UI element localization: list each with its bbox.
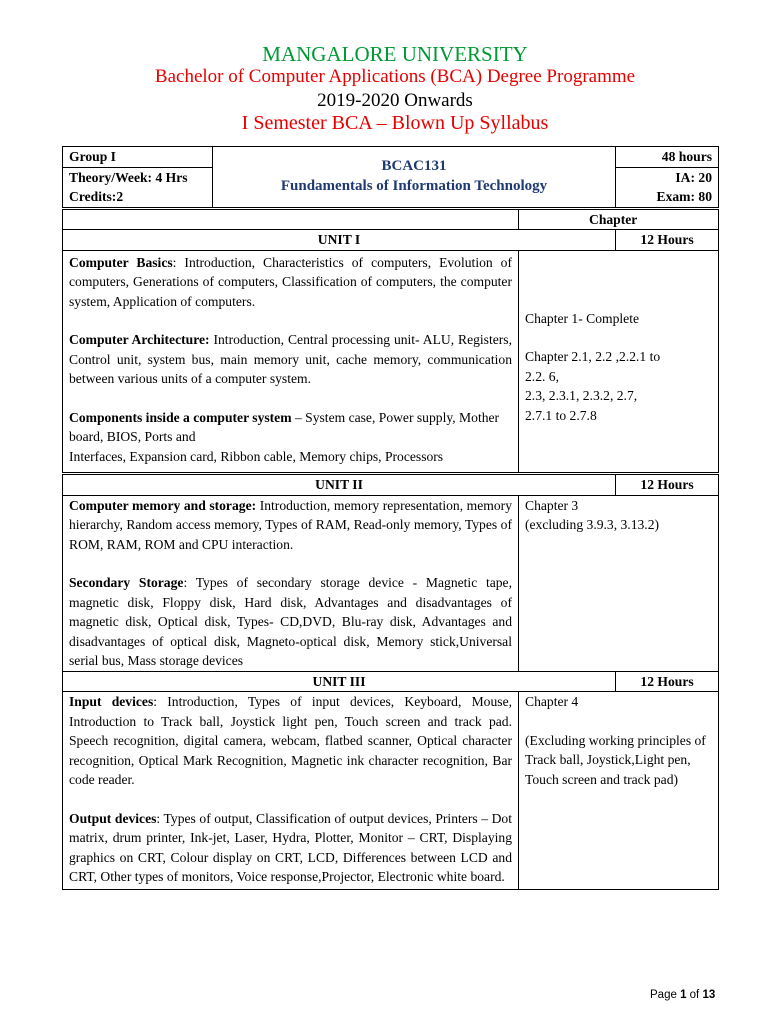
unit-topics xyxy=(63,495,519,671)
unit-content-row xyxy=(63,495,719,671)
years-title: 2019-2020 Onwards xyxy=(317,90,473,111)
unit-header-row xyxy=(63,671,719,692)
group-cell: Group I xyxy=(63,147,213,168)
page-total: 13 xyxy=(702,989,716,1001)
topic-text: Types of output, Classification of output devices, Printers – Dot matrix, drum printer, Ink-jet, Laser, Hydra, Plotter, Monitor – CRT, Displaying graphics on CRT, Colour display on CRT, LCD, Differences between LCD and CRT, Other types of monitors, Voice response,Projector, Electronic white board. xyxy=(69,810,512,884)
topic-sep: – xyxy=(291,409,306,425)
page-number: 1 xyxy=(680,989,687,1001)
topic-text: Interfaces, Expansion card, Ribbon cable, Memory chips, Processors xyxy=(69,448,444,464)
topic-paragraph xyxy=(69,496,512,555)
unit-title: UNIT I xyxy=(63,230,616,251)
chapter-line: Chapter 4 xyxy=(525,694,579,709)
unit-title: UNIT II xyxy=(63,474,616,496)
university-title: MANGALORE UNIVERSITY xyxy=(262,42,528,66)
course-info-row xyxy=(63,147,719,168)
topic-paragraph xyxy=(69,692,512,790)
topic-title: Computer Basics xyxy=(69,254,173,270)
programme-title: Bachelor of Computer Applications (BCA) Degree Programme xyxy=(154,66,636,87)
chapter-header-row xyxy=(63,208,719,230)
topic-title: Input devices xyxy=(69,694,154,709)
topic-sep: : xyxy=(183,575,196,590)
topic-paragraph xyxy=(69,573,512,671)
credits: Credits:2 xyxy=(69,189,124,204)
topic-title: Computer memory and storage: xyxy=(69,497,257,513)
chapter-line: Chapter 3 xyxy=(525,497,579,513)
topic-title: Secondary Storage xyxy=(69,575,184,590)
unit-header-row xyxy=(63,230,719,251)
course-name: Fundamentals of Information Technology xyxy=(280,178,548,194)
chapter-line: 2.3, 2.3.1, 2.3.2, 2.7, xyxy=(525,388,638,403)
topic-sep: : xyxy=(153,694,168,709)
page-of: of xyxy=(686,989,703,1001)
unit-hours: 12 Hours xyxy=(616,671,719,692)
unit-topics xyxy=(63,692,519,890)
course-code: BCAC131 xyxy=(381,158,447,174)
topic-text: Introduction, Characteristics of computers, Evolution of computers, Generations of computers, Classification of computers, the computer system, Application of computers. xyxy=(69,254,512,309)
topic-paragraph xyxy=(69,330,512,389)
unit-hours: 12 Hours xyxy=(616,474,719,496)
topic-title: Computer Architecture: xyxy=(69,332,210,347)
unit-hours: 12 Hours xyxy=(616,230,719,251)
chapter-header: Chapter xyxy=(519,208,719,230)
semester-title: I Semester BCA – Blown Up Syllabus xyxy=(241,112,549,134)
unit-title: UNIT III xyxy=(63,671,616,692)
topic-text: System case, Power supply, Mother board, BIOS, Ports and xyxy=(69,409,500,444)
chapter-line: Chapter 2.1, 2.2 ,2.2.1 to xyxy=(525,349,661,364)
exam-marks: Exam: 80 xyxy=(656,189,713,204)
topic-text: Introduction, Central processing unit- ALU, Registers, Control unit, system bus, main memory unit, cache memory, communication between various units of a computer system. xyxy=(69,332,512,386)
theory-hours: Theory/Week: 4 Hrs xyxy=(69,169,188,185)
topic-paragraph xyxy=(69,253,512,312)
unit-content-row xyxy=(63,692,719,890)
page-footer xyxy=(650,989,715,1001)
total-hours: 48 hours xyxy=(616,147,719,168)
topic-sep: : xyxy=(172,254,185,270)
marks-cell xyxy=(616,167,719,208)
unit-chapters xyxy=(519,692,719,890)
topic-paragraph xyxy=(69,408,512,467)
unit-topics xyxy=(63,250,519,474)
chapter-line: (excluding 3.9.3, 3.13.2) xyxy=(525,517,660,532)
theory-credits-cell xyxy=(63,167,213,208)
syllabus-table xyxy=(62,146,719,890)
unit-chapters xyxy=(519,250,719,474)
course-title-cell xyxy=(213,147,616,209)
topic-paragraph xyxy=(69,809,512,887)
chapter-line: 2.7.1 to 2.7.8 xyxy=(525,407,597,423)
chapter-line: Chapter 1- Complete xyxy=(525,310,640,326)
ia-marks: IA: 20 xyxy=(675,169,713,185)
unit-content-row xyxy=(63,250,719,474)
topic-text: Introduction, Types of input devices, Keyboard, Mouse, Introduction to Track ball, Joystick light pen, Touch screen and track pad. Speech recognition, digital camera, webcam, flatbed scanner, Optical character recognition, Optical Mark Recognition, Magnetic ink character recognition, Bar code reader. xyxy=(69,694,513,787)
chapter-line: 2.2. 6, xyxy=(525,368,559,384)
topic-sep: : xyxy=(156,810,164,826)
topic-title: Components inside a computer system xyxy=(69,409,292,425)
topic-title: Output devices xyxy=(69,810,157,826)
unit-header-row xyxy=(63,474,719,496)
topic-text: Introduction, memory representation, memory hierarchy, Random access memory, Types of RAM, Read-only memory, Types of ROM, RAM, ROM and CPU interaction. xyxy=(69,497,512,552)
page-prefix: Page xyxy=(650,989,681,1001)
unit-chapters xyxy=(519,495,719,671)
chapter-line: (Excluding working principles of Track ball, Joystick,Light pen, Touch screen and track pad) xyxy=(525,732,706,787)
topic-text: Types of secondary storage device - Magnetic tape, magnetic disk, Floppy disk, Hard disk, Advantages and disadvantages of magnetic disk, Optical disk, Types- CD,DVD, Blu-ray disk, Advantages and disadvantages of optical disk, Magneto-optical disk, Memory stick,Universal serial bus, Mass storage devices xyxy=(69,575,512,668)
